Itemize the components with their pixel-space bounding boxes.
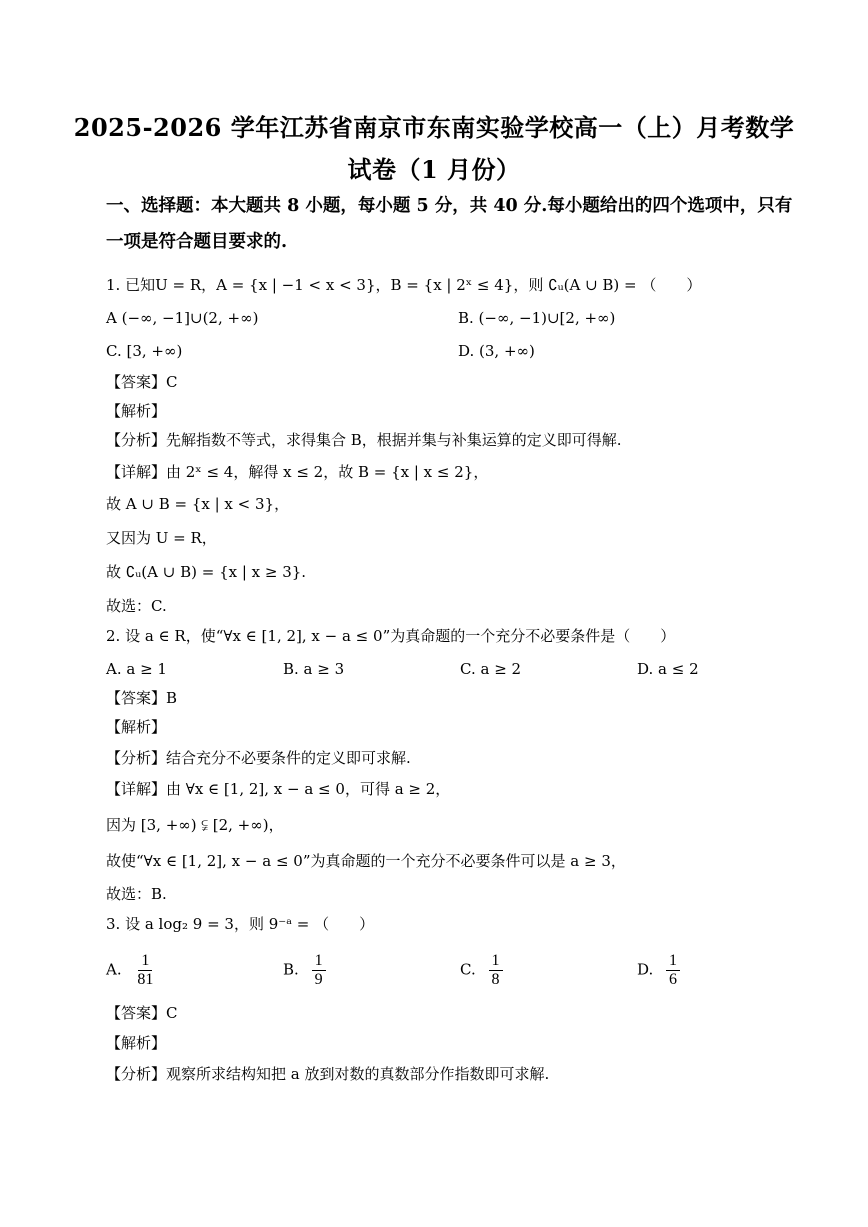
question-2-detail-2: 因为 [3, +∞) ⫋ [2, +∞)， <box>106 816 284 834</box>
question-3-option-d <box>637 952 680 989</box>
fraction-denominator: 6 <box>669 971 678 988</box>
question-2-option-c: C. a ≥ 2 <box>460 660 522 678</box>
question-1-choose: 故选：C. <box>106 597 167 615</box>
question-2-analysis-label: 【解析】 <box>106 718 167 736</box>
document-title-line1: 2025-2026 学年江苏省南京市东南实验学校高一（上）月考数学 <box>73 113 795 142</box>
option-label: C. <box>460 960 476 979</box>
document-title-line2: 试卷（1 月份） <box>347 155 521 184</box>
question-1-detail-2: 故 A ∪ B = {x | x < 3}， <box>106 495 290 513</box>
fraction-numerator: 1 <box>312 952 326 971</box>
fraction <box>489 952 503 989</box>
option-label: B. <box>283 960 299 979</box>
question-1-detail-4: 故 ∁ᵤ(A ∪ B) = {x | x ≥ 3}. <box>106 563 307 581</box>
question-1-option-a: A (−∞, −1]∪(2, +∞) <box>106 309 259 327</box>
question-2-option-b: B. a ≥ 3 <box>283 660 345 678</box>
question-1-option-d: D. (3, +∞) <box>458 342 535 360</box>
question-2-stem: 2. 设 a ∈ R，使“∀x ∈ [1, 2], x − a ≤ 0”为真命题的一个充分不必要条件是（ ） <box>106 627 676 645</box>
question-3-option-c <box>460 952 503 989</box>
question-1-option-b: B. (−∞, −1)∪[2, +∞) <box>458 309 616 327</box>
question-3-stem: 3. 设 a log₂ 9 = 3，则 9⁻ᵃ = （ ） <box>106 915 375 933</box>
question-1-answer: 【答案】C <box>106 373 178 391</box>
fraction-denominator: 9 <box>314 971 323 988</box>
fraction-numerator: 1 <box>489 952 503 971</box>
question-1-stem: 1. 已知U = R，A = {x | −1 < x < 3}，B = {x | 2ˣ ≤ 4}，则 ∁ᵤ(A ∪ B) = （ ） <box>106 276 702 294</box>
question-2-detail-3: 故使“∀x ∈ [1, 2], x − a ≤ 0”为真命题的一个充分不必要条件可以是 a ≥ 3， <box>106 852 626 870</box>
fraction-denominator: 8 <box>491 971 500 988</box>
question-1-detail-1: 【详解】由 2ˣ ≤ 4，解得 x ≤ 2，故 B = {x | x ≤ 2}， <box>106 463 489 481</box>
question-2-fenxi: 【分析】结合充分不必要条件的定义即可求解. <box>106 749 411 767</box>
question-3-answer: 【答案】C <box>106 1004 178 1022</box>
fraction-numerator: 1 <box>138 952 152 971</box>
question-3-option-a <box>106 952 156 989</box>
question-2-option-d: D. a ≤ 2 <box>637 660 699 678</box>
question-3-analysis-label: 【解析】 <box>106 1034 167 1052</box>
question-1-fenxi: 【分析】先解指数不等式，求得集合 B，根据并集与补集运算的定义即可得解. <box>106 431 622 449</box>
section-heading-cont: 一项是符合题目要求的. <box>106 232 288 252</box>
question-1-option-c: C. [3, +∞) <box>106 342 183 360</box>
fraction <box>134 952 156 989</box>
question-3-option-b <box>283 952 326 989</box>
question-2-option-a: A. a ≥ 1 <box>106 660 167 678</box>
question-2-detail-1: 【详解】由 ∀x ∈ [1, 2], x − a ≤ 0，可得 a ≥ 2， <box>106 780 451 798</box>
question-2-answer: 【答案】B <box>106 689 178 707</box>
option-label: A. <box>106 960 122 979</box>
fraction <box>312 952 326 989</box>
section-heading: 一、选择题：本大题共 8 小题，每小题 5 分，共 40 分.每小题给出的四个选项中，只有 <box>106 196 793 216</box>
option-label: D. <box>637 960 654 979</box>
question-1-detail-3: 又因为 U = R， <box>106 529 217 547</box>
fraction <box>666 952 680 989</box>
question-2-choose: 故选：B. <box>106 885 167 903</box>
question-1-analysis-label: 【解析】 <box>106 402 167 420</box>
fraction-denominator: 81 <box>137 971 154 988</box>
question-3-fenxi: 【分析】观察所求结构知把 a 放到对数的真数部分作指数即可求解. <box>106 1065 550 1083</box>
fraction-numerator: 1 <box>666 952 680 971</box>
